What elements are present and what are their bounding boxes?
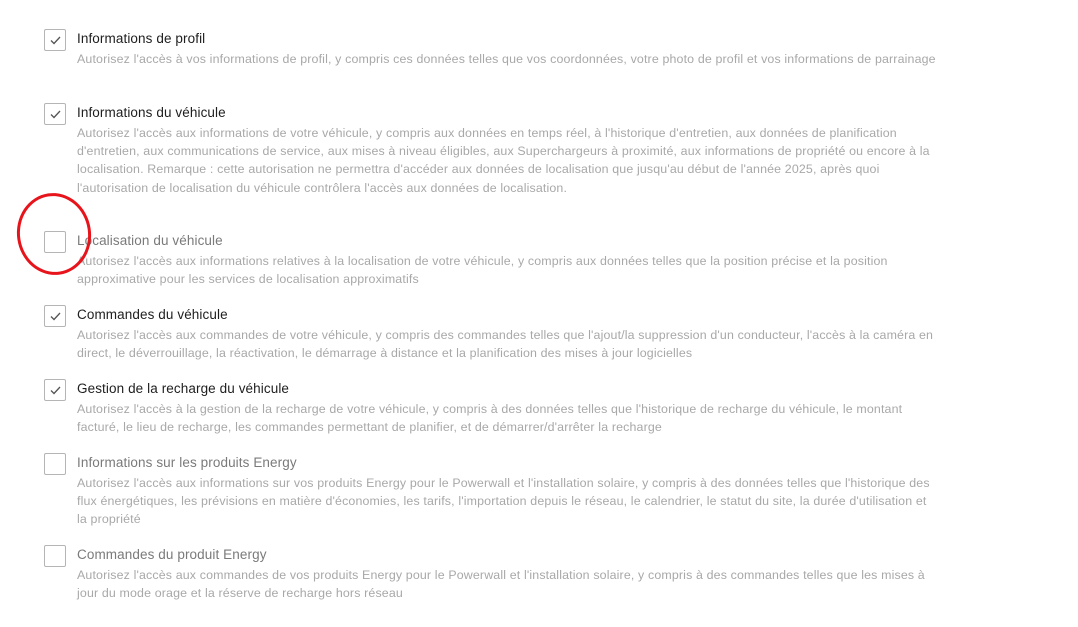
permission-title: Commandes du véhicule [77,307,228,322]
check-icon [50,312,61,321]
permission-description: Autorisez l'accès aux informations relatives à la localisation de votre véhicule, y compris aux données telles que la position précise et la position approximative pour les services de localisation approximatifs [77,254,888,287]
permission-title: Informations du véhicule [77,105,226,120]
energy-info-checkbox[interactable] [44,453,66,475]
permission-description: Autorisez l'accès aux commandes de votre véhicule, y compris des commandes telles que l'ajout/la suppression d'un conducteur, l'accès à la caméra en direct, le déverrouillage, la réactivation, le démarrage à distance et la planification des mises à jour logicielles [77,328,934,361]
check-icon [50,386,61,395]
profile-checkbox[interactable] [44,29,66,51]
vehicle-location-checkbox[interactable] [44,231,66,253]
permission-description: Autorisez l'accès à la gestion de la recharge de votre véhicule, y compris à des données telles que l'historique de recharge du véhicule, le montant facturé, le lieu de recharge, les commandes permettant de planifier, et de démarrer/d'arrêter la recharge [77,402,903,435]
vehicle-commands-checkbox[interactable] [44,305,66,327]
permission-description: Autorisez l'accès aux informations de votre véhicule, y compris aux données en temps réel, à l'historique d'entretien, aux données de planification d'entretien, aux communications de service, aux mises à niveau éligibles, aux Superchargeurs à proximité, aux informations de propriété ou encore à la localisation. Remarque : cette autorisation ne permettra d'accéder aux données de localisation que jusqu'au début de l'année 2025, après quoi l'autorisation de localisation du véhicule contrôlera l'accès aux données de localisation. [77,126,930,195]
permission-title: Commandes du produit Energy [77,547,267,562]
permission-title: Localisation du véhicule [77,233,223,248]
permission-title: Informations de profil [77,31,206,46]
check-icon [50,110,61,119]
vehicle-info-checkbox[interactable] [44,103,66,125]
permission-title: Gestion de la recharge du véhicule [77,381,290,396]
permission-title: Informations sur les produits Energy [77,455,297,470]
permission-description: Autorisez l'accès aux commandes de vos produits Energy pour le Powerwall et l'installation solaire, y compris à des commandes telles que les mises à jour du mode orage et la réserve de recharge hors réseau [77,568,925,601]
check-icon [50,36,61,45]
permission-description: Autorisez l'accès à vos informations de profil, y compris ces données telles que vos coordonnées, votre photo de profil et vos informations de parrainage [77,52,936,66]
energy-commands-checkbox[interactable] [44,545,66,567]
permission-description: Autorisez l'accès aux informations sur vos produits Energy pour le Powerwall et l'installation solaire, y compris à des données telles que l'historique des flux énergétiques, les prévisions en matière d'économies, les tarifs, l'importation depuis le réseau, le calendrier, le statut du site, la durée d'utilisation et la propriété [77,476,930,527]
charging-checkbox[interactable] [44,379,66,401]
